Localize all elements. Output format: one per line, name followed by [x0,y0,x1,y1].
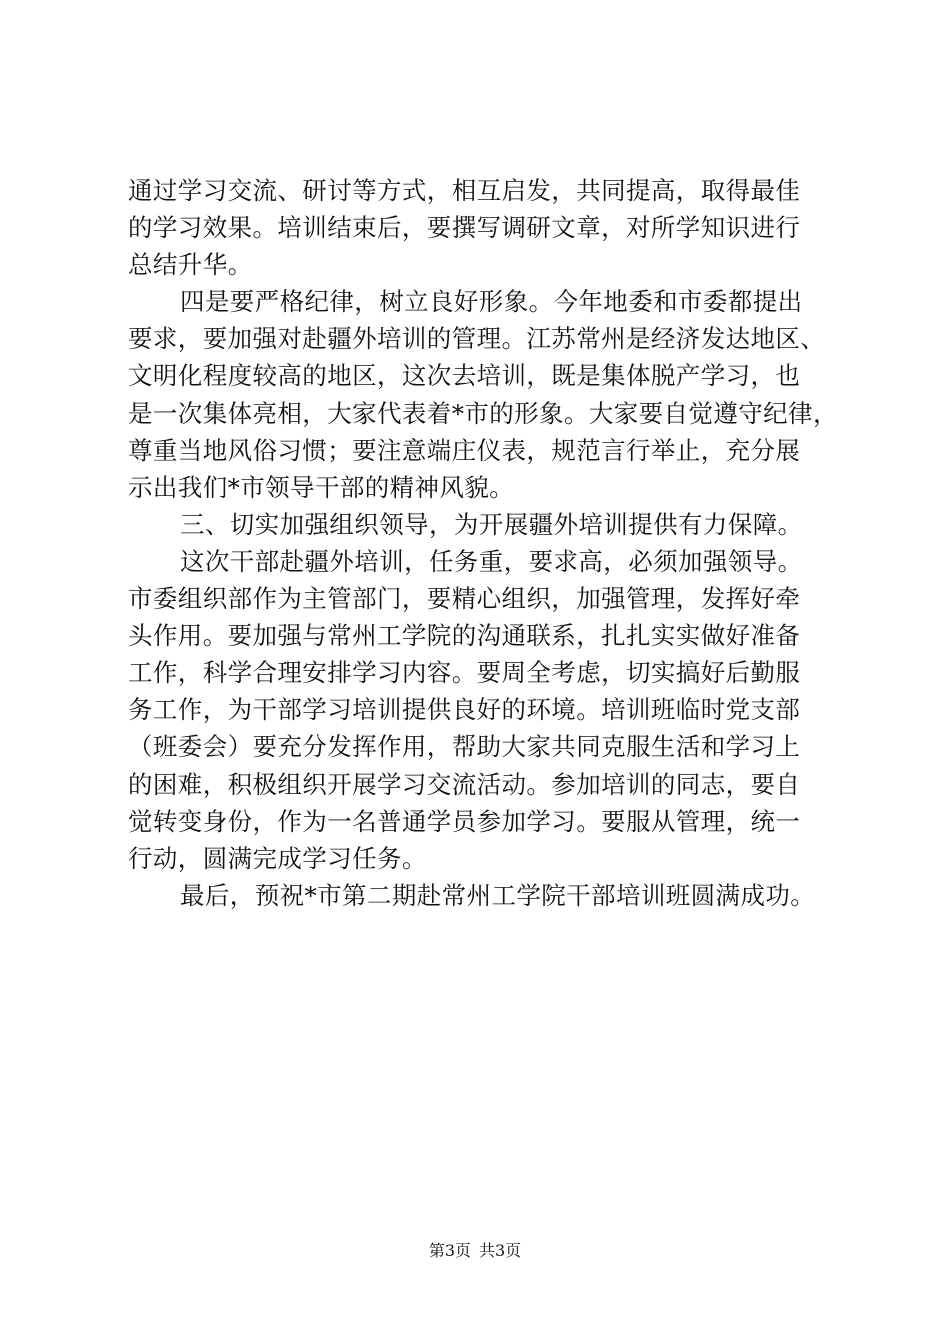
page-footer [0,1241,950,1261]
text-line: 觉转变身份，作为一名普通学员参加学习。要服从管理，统一 [128,806,801,836]
text-line: 务工作，为干部学习培训提供良好的环境。培训班临时党支部 [128,695,801,725]
text-line: 的困难，积极组织开展学习交流活动。参加培训的同志，要自 [128,769,801,799]
paragraph-start-line: 四是要严格纪律，树立良好形象。今年地委和市委都提出 [180,287,803,317]
text-line: 要求，要加强对赴疆外培训的管理。江苏常州是经济发达地区、 [128,324,826,354]
page-total: 共3页 [479,1241,522,1260]
section-heading: 三、切实加强组织领导，为开展疆外培训提供有力保障。 [180,509,803,539]
text-line: （班委会）要充分发挥作用，帮助大家共同克服生活和学习上 [128,732,801,762]
text-line: 行动，圆满完成学习任务。 [128,843,427,873]
paragraph-start-line: 最后，预祝*市第二期赴常州工学院干部培训班圆满成功。 [180,880,816,910]
page-number: 第3页 [428,1241,471,1260]
text-line: 工作，科学合理安排学习内容。要周全考虑，切实搞好后勤服 [128,658,801,688]
text-line: 是一次集体亮相，大家代表着*市的形象。大家要自觉遵守纪律， [128,398,838,428]
document-body [128,172,838,914]
text-line: 通过学习交流、研讨等方式，相互启发，共同提高，取得最佳 [128,176,801,205]
text-line: 尊重当地风俗习惯；要注意端庄仪表，规范言行举止，充分展 [128,435,801,465]
text-line: 总结升华。 [128,250,253,280]
paragraph-start-line: 这次干部赴疆外培训，任务重，要求高，必须加强领导。 [180,546,803,576]
text-line: 文明化程度较高的地区，这次去培训，既是集体脱产学习，也 [128,361,801,391]
text-line: 示出我们*市领导干部的精神风貌。 [128,472,515,502]
text-line: 市委组织部作为主管部门，要精心组织，加强管理，发挥好牵 [128,584,801,614]
text-line: 头作用。要加强与常州工学院的沟通联系，扎扎实实做好准备 [128,621,801,651]
text-line: 的学习效果。培训结束后，要撰写调研文章，对所学知识进行 [128,213,801,243]
